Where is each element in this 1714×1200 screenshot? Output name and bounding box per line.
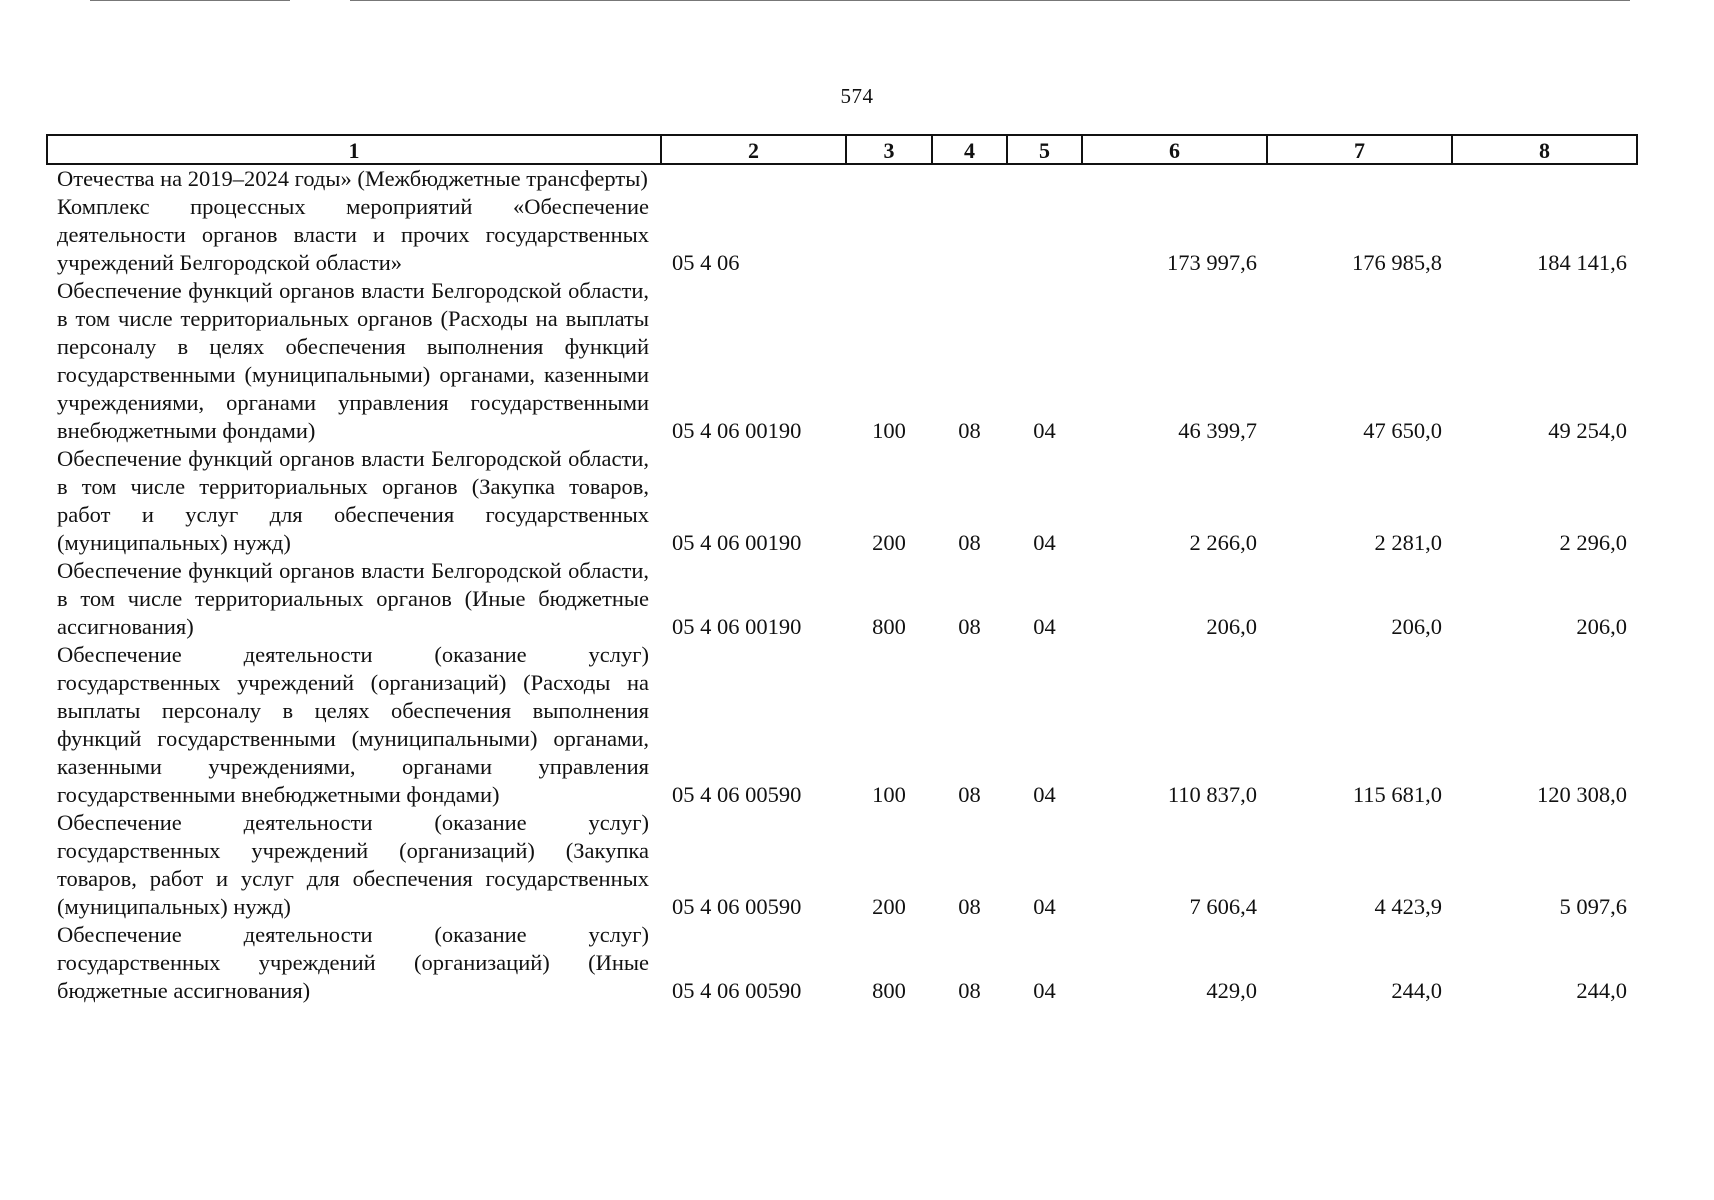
page-number: 574 [840, 84, 874, 108]
row-expense-type: 800 [872, 614, 906, 639]
row-target-code: 05 4 06 00190 [672, 418, 802, 443]
header-cell-4: 4 [932, 135, 1007, 164]
budget-table [46, 134, 1638, 1005]
header-row [47, 135, 1637, 164]
table-row [47, 921, 1637, 1005]
row-section: 08 [958, 978, 981, 1003]
row-expense-type: 100 [872, 418, 906, 443]
top-edge-line [350, 0, 1630, 1]
row-amount-col8: 244,0 [1576, 978, 1627, 1003]
row-expense-type: 800 [872, 978, 906, 1003]
row-amount-col7: 176 985,8 [1352, 250, 1442, 275]
table-row [47, 445, 1637, 557]
row-target-code: 05 4 06 00590 [672, 894, 802, 919]
row-amount-col7: 244,0 [1391, 978, 1442, 1003]
row-subsection: 04 [1033, 530, 1056, 555]
row-amount-col6: 2 266,0 [1189, 530, 1257, 555]
row-amount-col7: 47 650,0 [1363, 418, 1442, 443]
row-description: Обеспечение деятельности (оказание услуг) государственных учреждений (организаций) (Закупка товаров, работ и услуг для обеспечения государственных (муниципальных) нужд) [57, 810, 649, 919]
row-subsection: 04 [1033, 614, 1056, 639]
row-section [932, 193, 1007, 277]
row-subsection: 04 [1033, 894, 1056, 919]
row-description: Обеспечение функций органов власти Белгородской области, в том числе территориальных органов (Иные бюджетные ассигнования) [57, 558, 649, 639]
row-description: Обеспечение функций органов власти Белгородской области, в том числе территориальных органов (Закупка товаров, работ и услуг для обеспечения государственных (муниципальных) нужд) [57, 446, 649, 555]
row-amount-col6: 46 399,7 [1178, 418, 1257, 443]
row-description: Обеспечение деятельности (оказание услуг) государственных учреждений (организаций) (Расходы на выплаты персоналу в целях обеспечения выполнения функций государственными (муниципальными) органами, казенными учреждениями, органами управления государственными внебюджетными фондами) [57, 642, 649, 807]
row-description: Комплекс процессных мероприятий «Обеспечение деятельности органов власти и прочих государственных учреждений Белгородской области» [57, 194, 649, 275]
row-section: 08 [958, 614, 981, 639]
row-target-code [661, 164, 846, 193]
row-expense-type: 200 [872, 530, 906, 555]
row-target-code: 05 4 06 00190 [672, 614, 802, 639]
row-section: 08 [958, 894, 981, 919]
row-amount-col7: 4 423,9 [1374, 894, 1442, 919]
row-description: Обеспечение деятельности (оказание услуг) государственных учреждений (организаций) (Иные бюджетные ассигнования) [57, 922, 649, 1003]
row-target-code: 05 4 06 00590 [672, 978, 802, 1003]
header-cell-7: 7 [1267, 135, 1452, 164]
row-amount-col8: 2 296,0 [1559, 530, 1627, 555]
row-target-code: 05 4 06 [672, 250, 740, 275]
row-section [932, 164, 1007, 193]
row-amount-col6: 429,0 [1206, 978, 1257, 1003]
row-subsection: 04 [1033, 782, 1056, 807]
header-cell-2: 2 [661, 135, 846, 164]
table-row [47, 809, 1637, 921]
table-row [47, 277, 1637, 445]
row-amount-col7 [1267, 164, 1452, 193]
row-subsection: 04 [1033, 978, 1056, 1003]
row-target-code: 05 4 06 00590 [672, 782, 802, 807]
row-section: 08 [958, 418, 981, 443]
row-expense-type: 200 [872, 894, 906, 919]
row-target-code: 05 4 06 00190 [672, 530, 802, 555]
row-section: 08 [958, 530, 981, 555]
row-subsection: 04 [1033, 418, 1056, 443]
row-amount-col8: 184 141,6 [1537, 250, 1627, 275]
row-amount-col6: 110 837,0 [1167, 782, 1257, 807]
row-amount-col6 [1082, 164, 1267, 193]
row-amount-col8 [1452, 164, 1637, 193]
row-amount-col7: 2 281,0 [1374, 530, 1442, 555]
header-cell-5: 5 [1007, 135, 1082, 164]
row-amount-col6: 173 997,6 [1167, 250, 1257, 275]
header-cell-1: 1 [47, 135, 661, 164]
row-expense-type: 100 [872, 782, 906, 807]
header-cell-3: 3 [846, 135, 932, 164]
top-edge-line [90, 0, 290, 1]
row-subsection [1007, 193, 1082, 277]
row-amount-col8: 5 097,6 [1559, 894, 1627, 919]
row-amount-col6: 206,0 [1206, 614, 1257, 639]
row-expense-type [846, 164, 932, 193]
row-amount-col8: 49 254,0 [1548, 418, 1627, 443]
row-subsection [1007, 164, 1082, 193]
row-expense-type [846, 193, 932, 277]
row-amount-col8: 206,0 [1576, 614, 1627, 639]
header-cell-8: 8 [1452, 135, 1637, 164]
row-amount-col8: 120 308,0 [1537, 782, 1627, 807]
row-amount-col7: 115 681,0 [1352, 782, 1442, 807]
row-description: Обеспечение функций органов власти Белгородской области, в том числе территориальных органов (Расходы на выплаты персоналу в целях обеспечения выполнения функций государственными (муниципальными) органами, казенными учреждениями, органами управления государственными внебюджетными фондами) [57, 278, 649, 443]
table-row [47, 557, 1637, 641]
table-header [47, 135, 1637, 164]
table-row [47, 193, 1637, 277]
row-description: Отечества на 2019–2024 годы» (Межбюджетные трансферты) [57, 166, 648, 191]
budget-table-container [46, 134, 1636, 1005]
header-cell-6: 6 [1082, 135, 1267, 164]
row-section: 08 [958, 782, 981, 807]
row-amount-col6: 7 606,4 [1189, 894, 1257, 919]
row-amount-col7: 206,0 [1391, 614, 1442, 639]
table-row [47, 164, 1637, 193]
table-row [47, 641, 1637, 809]
table-body [47, 164, 1637, 1005]
